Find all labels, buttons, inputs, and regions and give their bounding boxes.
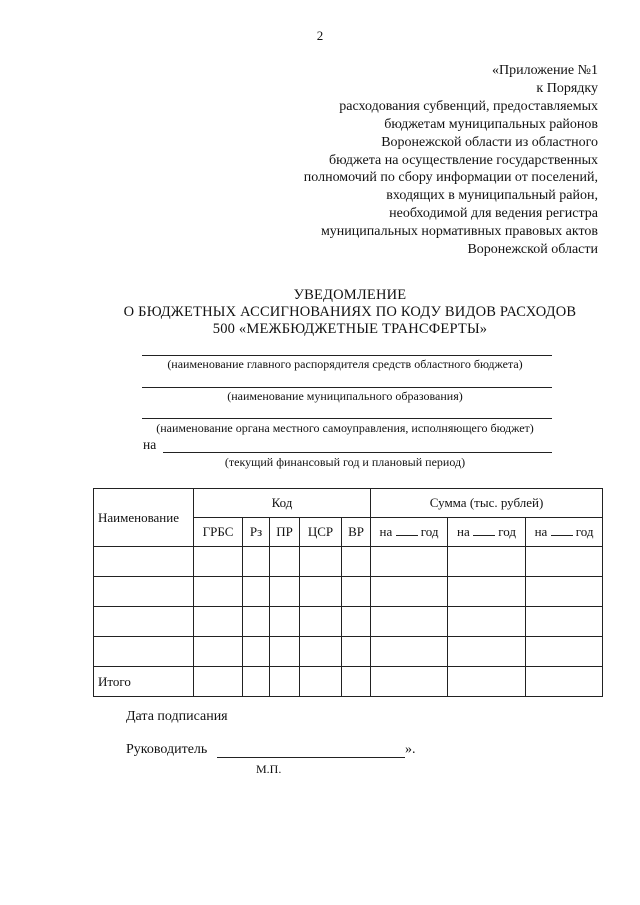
year-blank[interactable]	[396, 525, 418, 536]
table-cell[interactable]	[371, 667, 448, 697]
header-name: Наименование	[94, 489, 194, 547]
table-cell[interactable]	[526, 577, 603, 607]
title-line-3: 500 «МЕЖБЮДЖЕТНЫЕ ТРАНСФЕРТЫ»	[212, 321, 488, 337]
table-row	[94, 637, 603, 667]
table-cell[interactable]	[448, 547, 526, 577]
year-suffix: год	[575, 524, 594, 539]
table-cell[interactable]	[448, 607, 526, 637]
table-cell[interactable]	[526, 547, 603, 577]
table-cell[interactable]	[300, 547, 342, 577]
table-cell[interactable]	[270, 607, 300, 637]
table-cell[interactable]	[194, 667, 243, 697]
table-cell[interactable]	[270, 547, 300, 577]
closing-quote: ».	[405, 742, 416, 757]
table-cell[interactable]	[94, 637, 194, 667]
year-suffix: год	[498, 524, 517, 539]
table-cell[interactable]	[243, 547, 270, 577]
appendix-reference	[238, 62, 598, 259]
table-cell[interactable]	[243, 637, 270, 667]
appendix-line: расходования субвенций, предоставляемых	[339, 98, 598, 114]
table-cell[interactable]	[270, 667, 300, 697]
year-suffix: год	[420, 524, 439, 539]
year-blank[interactable]	[473, 525, 495, 536]
table-cell[interactable]	[448, 577, 526, 607]
appendix-line: необходимой для ведения регистра	[389, 206, 598, 222]
title-line-2: О БЮДЖЕТНЫХ АССИГНОВАНИЯХ ПО КОДУ ВИДОВ РАСХОДОВ	[123, 304, 577, 320]
head-signature-field[interactable]	[217, 757, 405, 758]
title-line-1: УВЕДОМЛЕНИЕ	[293, 287, 407, 303]
table-cell[interactable]	[243, 667, 270, 697]
header-year-1	[371, 518, 448, 547]
municipality-field[interactable]	[142, 387, 552, 388]
year-prefix: на	[457, 524, 470, 539]
table-cell[interactable]	[243, 577, 270, 607]
header-year-2	[448, 518, 526, 547]
document-title	[60, 287, 640, 338]
table-cell[interactable]	[342, 607, 371, 637]
appendix-line: бюджетам муниципальных районов	[384, 116, 598, 132]
total-label: Итого	[94, 667, 194, 697]
appendix-line: «Приложение №1	[492, 63, 598, 78]
appendix-line: Воронежской области из областного	[381, 134, 598, 150]
table-cell[interactable]	[300, 637, 342, 667]
municipality-caption: (наименование муниципального образования)	[227, 389, 463, 403]
header-rz: Рз	[243, 518, 270, 547]
table-cell[interactable]	[342, 667, 371, 697]
period-caption: (текущий финансовый год и плановый период)	[224, 455, 466, 469]
table-cell[interactable]	[270, 637, 300, 667]
header-vr: ВР	[342, 518, 371, 547]
header-sum: Сумма (тыс. рублей)	[371, 489, 603, 518]
table-cell[interactable]	[526, 667, 603, 697]
year-blank[interactable]	[551, 525, 573, 536]
header-csr: ЦСР	[300, 518, 342, 547]
local-authority-field[interactable]	[142, 418, 552, 419]
appendix-line: входящих в муниципальный район,	[386, 188, 598, 204]
period-field[interactable]	[163, 452, 552, 453]
table-row	[94, 547, 603, 577]
table-cell[interactable]	[243, 607, 270, 637]
table-cell[interactable]	[300, 577, 342, 607]
table-cell[interactable]	[194, 637, 243, 667]
table-cell[interactable]	[94, 547, 194, 577]
period-prefix: на	[143, 437, 157, 452]
head-label: Руководитель	[126, 742, 208, 757]
appendix-line: муниципальных нормативных правовых актов	[320, 224, 598, 240]
year-prefix: на	[534, 524, 548, 539]
table-cell[interactable]	[300, 607, 342, 637]
appendix-line: бюджета на осуществление государственных	[329, 152, 598, 168]
table-cell[interactable]	[371, 607, 448, 637]
table-cell[interactable]	[526, 637, 603, 667]
main-administrator-caption: (наименование главного распорядителя средств областного бюджета)	[167, 357, 523, 371]
total-row	[94, 667, 603, 697]
table-cell[interactable]	[371, 547, 448, 577]
header-pr: ПР	[270, 518, 300, 547]
table-cell[interactable]	[270, 577, 300, 607]
main-administrator-field[interactable]	[142, 355, 552, 356]
header-grbs: ГРБС	[194, 518, 243, 547]
header-code: Код	[194, 489, 371, 518]
table-cell[interactable]	[194, 547, 243, 577]
appendix-line: полномочий по сбору информации от поселений,	[303, 170, 598, 186]
table-cell[interactable]	[194, 607, 243, 637]
table-cell[interactable]	[94, 607, 194, 637]
table-cell[interactable]	[342, 577, 371, 607]
page-number: 2	[316, 28, 324, 43]
table-cell[interactable]	[371, 577, 448, 607]
table-cell[interactable]	[448, 637, 526, 667]
table-row	[94, 607, 603, 637]
table-cell[interactable]	[342, 547, 371, 577]
table-cell[interactable]	[448, 667, 526, 697]
table-cell[interactable]	[94, 577, 194, 607]
table-row	[94, 577, 603, 607]
appendix-line: к Порядку	[536, 80, 598, 96]
local-authority-caption: (наименование органа местного самоуправления, исполняющего бюджет)	[156, 421, 534, 435]
table-cell[interactable]	[194, 577, 243, 607]
table-cell[interactable]	[342, 637, 371, 667]
table-cell[interactable]	[526, 607, 603, 637]
appendix-line: Воронежской области	[467, 242, 598, 258]
year-prefix: на	[379, 524, 393, 539]
stamp-place-label: М.П.	[256, 762, 282, 776]
table-cell[interactable]	[371, 637, 448, 667]
header-year-3	[526, 518, 603, 547]
table-cell[interactable]	[300, 667, 342, 697]
appropriations-table	[93, 488, 603, 697]
signing-date-label: Дата подписания	[126, 709, 228, 724]
